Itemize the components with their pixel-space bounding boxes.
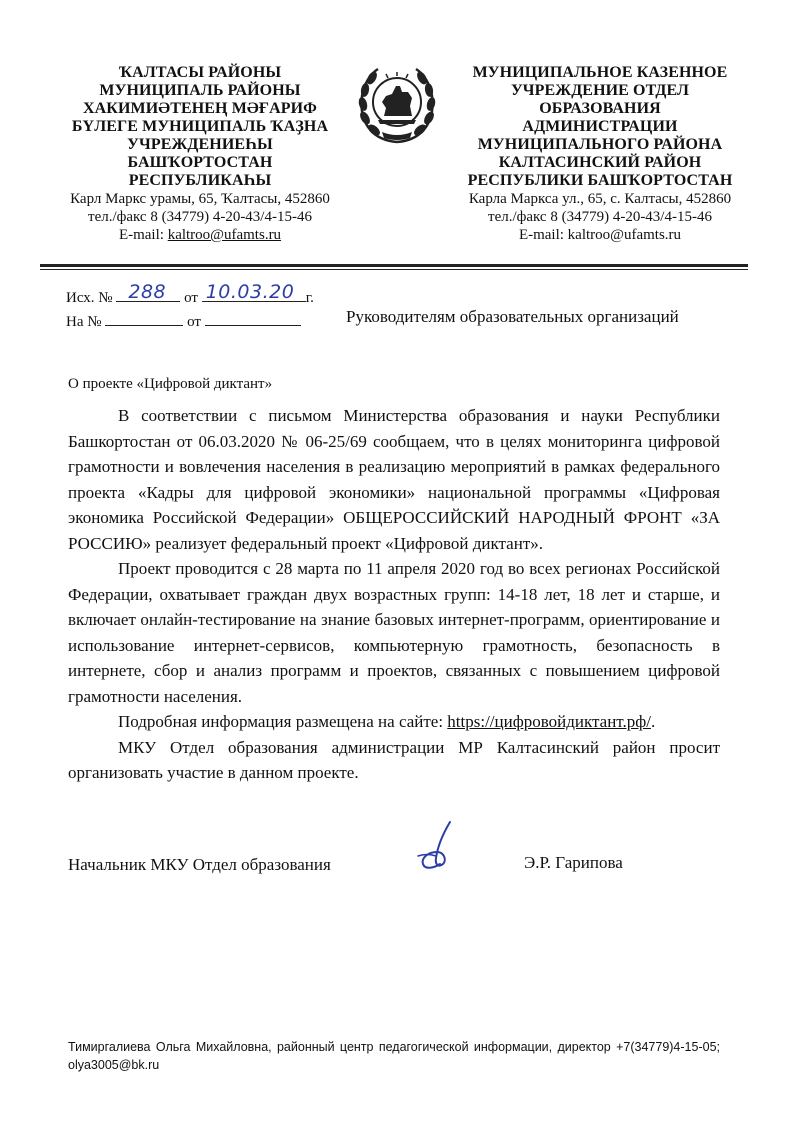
signatory-name: Э.Р. Гарипова — [524, 853, 623, 872]
letterhead-right-line: АДМИНИСТРАЦИИ — [522, 118, 678, 135]
letterhead-right-line: РЕСПУБЛИКИ БАШҠОРТОСТАН — [467, 172, 733, 189]
website-period: . — [650, 712, 656, 731]
letterhead-right-email: E-mail: kaltroo@ufamts.ru — [518, 227, 682, 243]
handwritten-signature-icon — [412, 818, 468, 874]
letterhead-left-phone: тел./факс 8 (34779) 4-20-43/4-15-46 — [88, 209, 312, 225]
incoming-date-field — [205, 311, 301, 326]
letterhead-right-line: МУНИЦИПАЛЬНОГО РАЙОНА — [477, 136, 723, 153]
letterhead-right-line: КАЛТАСИНСКИЙ РАЙОН — [498, 154, 702, 171]
letterhead-left-email-link[interactable]: kaltroo@ufamts.ru — [167, 227, 282, 243]
recipient: Руководителям образовательных организаций — [346, 307, 679, 326]
outgoing-number-label: Исх. № — [66, 290, 113, 306]
outgoing-date-handwritten: 10.03.20 — [205, 281, 295, 303]
bashkortostan-emblem-icon — [356, 62, 438, 146]
outgoing-date-label: от — [184, 290, 198, 306]
letterhead-left-line: ХАКИМИӘТЕНЕҢ МӘҒАРИФ — [82, 100, 318, 117]
letterhead-left-line: РЕСПУБЛИКАҺЫ — [128, 172, 272, 189]
outgoing-date-field — [202, 281, 306, 303]
letterhead-left-email-label: E-mail: — [118, 227, 168, 243]
letterhead-left-line: БҮЛЕГЕ МУНИЦИПАЛЬ ҠАҘНА — [71, 118, 329, 135]
body-paragraph: Проект проводится с 28 марта по 11 апреля 2020 год во всех регионах Российской Федерации, охватывает граждан двух возрастных групп: 14-18 лет, 18 лет и старше, и включает онлайн-тестирование на знание базовых интернет-программ, ориентирование и использование интернет-сервисов, компьютерную грамотность, безопасность в интернете, сбор и анализ программ и проектов, связанных с повышением цифровой грамотности населения. — [68, 559, 720, 706]
body-paragraph: В соответствии с письмом Министерства образования и науки Республики Башкортостан от 06.03.2020 № 06-25/69 сообщаем, что в целях мониторинга цифровой грамотности и вовлечения населения в реализацию мероприятий в рамках федерального проекта «Кадры для цифровой экономики» национальной программы «Цифровая экономика Российской Федерации» ОБЩЕРОССИЙСКИЙ НАРОДНЫЙ ФРОНТ «ЗА РОССИЮ» реализует федеральный проект «Цифровой диктант». — [68, 406, 720, 553]
letterhead-left-line: БАШҠОРТОСТАН — [127, 154, 273, 171]
letterhead-divider-thin — [40, 269, 748, 270]
letter-subject: О проекте «Цифровой диктант» — [68, 376, 273, 392]
website-intro: Подробная информация размещена на сайте: — [118, 712, 448, 731]
outgoing-reference — [66, 281, 314, 307]
website-link[interactable]: https://цифровойдиктант.рф/ — [447, 712, 651, 731]
body-paragraph-website — [68, 709, 720, 735]
year-suffix: г. — [305, 290, 314, 306]
incoming-reference — [66, 311, 301, 331]
letterhead-right-phone: тел./факс 8 (34779) 4-20-43/4-15-46 — [488, 209, 712, 225]
incoming-number-label: На № — [66, 314, 102, 330]
letter-body — [68, 403, 720, 786]
letterhead-left-email-row — [40, 226, 360, 244]
letterhead-left-line: МУНИЦИПАЛЬ РАЙОНЫ — [99, 82, 301, 99]
letterhead-right-line: УЧРЕЖДЕНИЕ ОТДЕЛ — [510, 82, 690, 99]
letterhead-right — [440, 64, 760, 244]
body-paragraph: МКУ Отдел образования администрации МР Калтасинский район просит организовать участие в данном проекте. — [68, 737, 720, 782]
letterhead-left-address: Карл Маркс урамы, 65, Ҡалтасы, 452860 — [70, 191, 330, 207]
letterhead-divider — [40, 264, 748, 267]
letterhead-left-line: ҠАЛТАСЫ РАЙОНЫ — [118, 64, 282, 81]
letterhead-right-line: МУНИЦИПАЛЬНОЕ КАЗЕННОЕ — [472, 64, 728, 81]
incoming-date-label: от — [187, 314, 201, 330]
letterhead-right-line: ОБРАЗОВАНИЯ — [539, 100, 661, 117]
executor-footer: Тимиргалиева Ольга Михайловна, районный центр педагогической информации, директор +7(34779)4-15-05; olya3005@bk.ru — [68, 1040, 720, 1072]
letterhead-left — [40, 64, 360, 244]
outgoing-number-handwritten: 288 — [128, 281, 167, 303]
signatory-role: Начальник МКУ Отдел образования — [68, 855, 331, 874]
letterhead-right-address: Карла Маркса ул., 65, с. Калтасы, 452860 — [468, 191, 732, 207]
incoming-number-field — [105, 311, 183, 326]
letterhead-left-line: УЧРЕЖДЕНИЕҺЫ — [127, 136, 273, 153]
outgoing-number-field — [116, 281, 180, 303]
